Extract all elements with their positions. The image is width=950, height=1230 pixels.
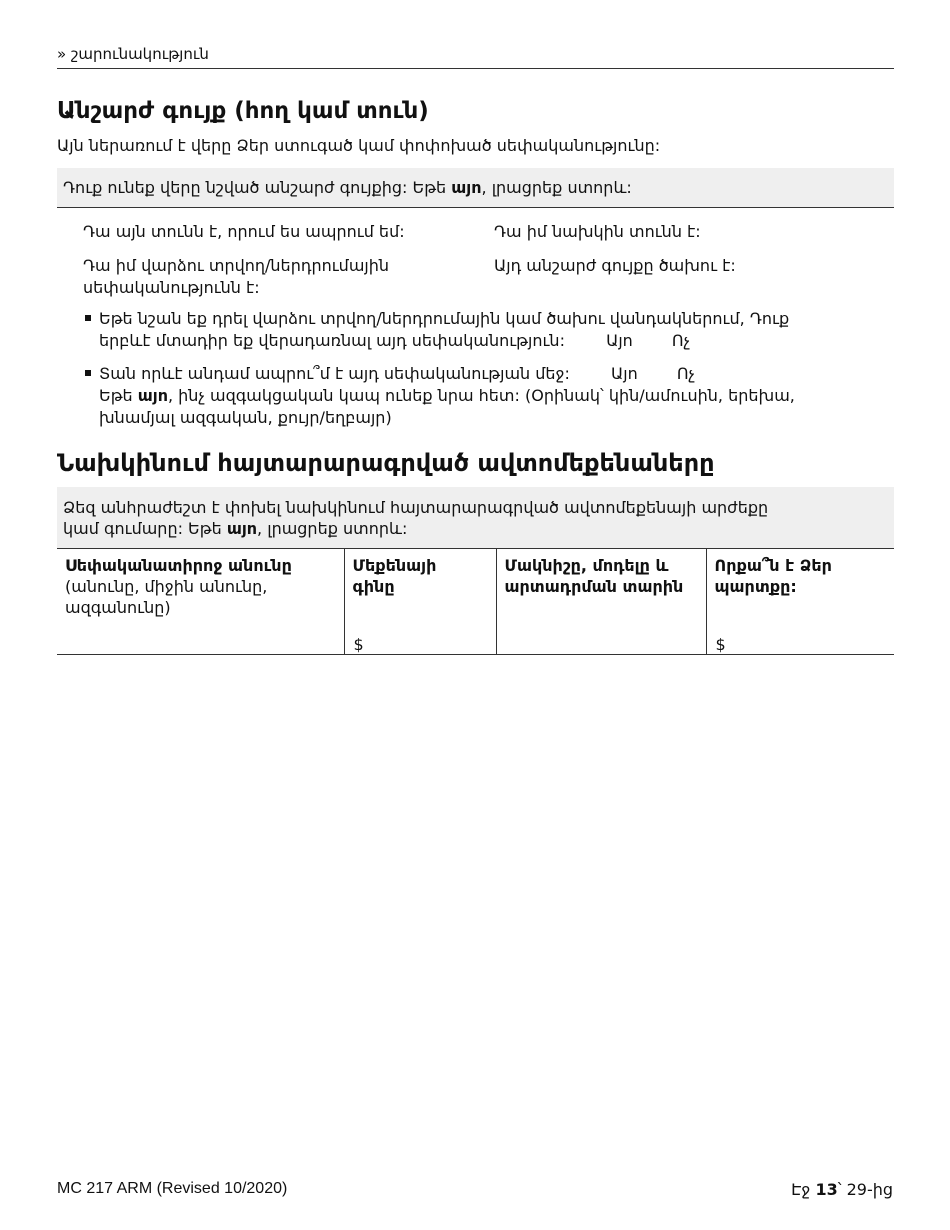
no-option[interactable]: Ոչ [676,364,696,383]
no-option[interactable]: Ոչ [671,331,691,350]
real-estate-question: Դուք ունեք վերը նշված անշարժ գույքից: Եթե այո, լրացրեք ստորև: [57,168,894,208]
vehicles-table [57,549,894,655]
amount-owed-cell[interactable]: Որքա՞ն է Ձեր պարտքը: $ [706,549,894,654]
vehicle-price-cell[interactable]: Մեքենայի գինը $ [344,549,496,654]
bullet-return-intent: Եթե նշան եք դրել վարձու տրվող/ներդրումային կամ ծախու վանդակներում, Դուք երբևէ մտադիր եք վերադառնալ այդ սեփականություն: Այո Ոչ [85,308,885,352]
bullet-household-member: Տան որևէ անդամ ապրու՞մ է այդ սեփականության մեջ: Այո Ոչ Եթե այո, ինչ ազգակցական կապ ունեք նրա հետ: (Օրինակ՝ կին/ամուսին, երեխա, խնամյալ ազգական, քույր/եղբայր) [85,363,885,429]
breadcrumb: » շարունակություն [57,45,209,63]
yes-option[interactable]: Այո [606,331,633,350]
option-rental-investment[interactable]: Դա իմ վարձու տրվող/ներդրումային սեփականությունն է: [83,256,390,297]
vehicles-question: Ձեզ անհրաժեշտ է փոխել նախկինում հայտարարագրված ավտոմեքենայի արժեքը կամ գումարը: Եթե այո, լրացրեք ստորև: [57,487,894,549]
table-row [57,549,894,654]
owner-name-cell[interactable]: Սեփականատիրոջ անունը (անունը, միջին անունը, ազգանունը) [57,549,344,654]
option-current-home[interactable]: Դա այն տունն է, որում ես ապրում եմ: [83,222,405,241]
yes-option[interactable]: Այո [611,364,638,383]
real-estate-section-title: Անշարժ գույք (հող կամ տուն) [57,98,429,124]
bullet-square-icon [85,370,91,376]
option-former-home[interactable]: Դա իմ նախկին տունն է: [494,222,701,241]
option-for-sale[interactable]: Այդ անշարժ գույքը ծախու է: [494,256,736,275]
real-estate-subtitle: Այն ներառում է վերը Ձեր ստուգած կամ փոփոխած սեփականությունը: [57,136,661,155]
bullet-square-icon [85,315,91,321]
page-number: Էջ 13՝ 29-ից [791,1180,893,1199]
make-model-year-cell[interactable]: Մակնիշը, մոդելը և արտադրման տարին [496,549,706,654]
header-divider [57,68,894,69]
form-id: MC 217 ARM (Revised 10/2020) [57,1180,288,1197]
vehicles-section-title: Նախկինում հայտարարագրված ավտոմեքենաները [57,449,715,477]
